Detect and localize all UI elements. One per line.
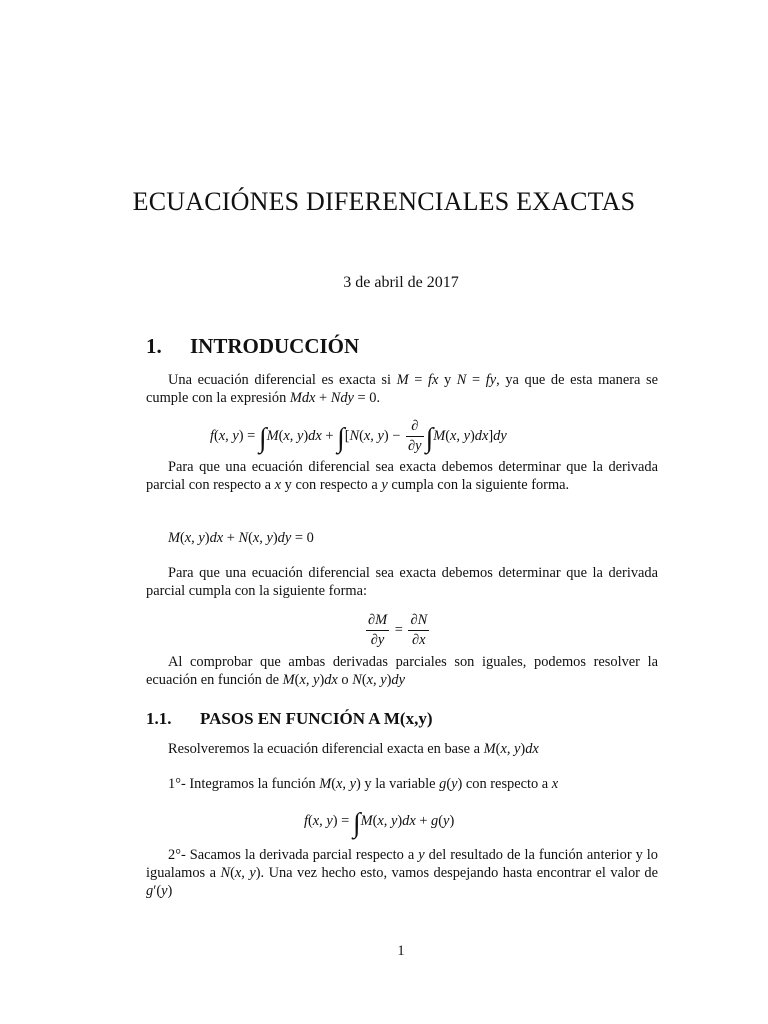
section-title: INTRODUCCIÓN — [190, 334, 360, 358]
document-date: 3 de abril de 2017 — [343, 274, 459, 291]
subsection-title: PASOS EN FUNCIÓN A M(x,y) — [200, 709, 433, 728]
equation-exactness-condition: $\frac{\partial M}{\partial y}$ = $\frac{\partial N}{\partial x}$ — [368, 612, 428, 648]
paragraph-solution-approach: Al comprobar que ambas derivadas parciales son iguales, podemos resolver la ecuación en función de M(x, y)dx o N(x, y)dy — [146, 654, 658, 688]
section-heading — [146, 333, 359, 359]
equation-step-1-integral: f(x, y) = ∫M(x, y)dx + g(y) — [304, 808, 455, 839]
section-number: 1. — [146, 334, 162, 358]
paragraph-solve-intro: Resolveremos la ecuación diferencial exacta en base a M(x, y)dx — [168, 741, 539, 757]
subsection-heading — [146, 708, 433, 730]
paragraph-step-1: 1°- Integramos la función M(x, y) y la variable g(y) con respecto a x — [168, 776, 559, 792]
paragraph-exactness-condition: Para que una ecuación diferencial sea exacta debemos determinar que la derivada parcial cumpla con la siguiente forma: — [146, 565, 658, 599]
paragraph-partial-derivative-form: Para que una ecuación diferencial sea exacta debemos determinar que la derivada parcial con respecto a x y con respecto a y cumpla con la siguiente forma. — [146, 459, 658, 493]
paragraph-exactness-definition: Una ecuación diferencial es exacta si M = fx y N = fy, ya que de esta manera se cumple con la expresión Mdx + Ndy = 0. — [146, 372, 659, 406]
document-title: ECUACIÓNES DIFERENCIALES EXACTAS — [132, 187, 636, 216]
page-number: 1 — [397, 943, 405, 959]
subsection-number: 1.1. — [146, 709, 172, 728]
equation-potential-function: f(x, y) = ∫M(x, y)dx + ∫[N(x, y) − $\frac{\partial}{\partial y}$ ∫M(x, y)dx]dy — [210, 418, 507, 454]
equation-differential-form: M(x, y)dx + N(x, y)dy = 0 — [168, 530, 314, 546]
paragraph-step-2: 2°- Sacamos la derivada parcial respecto a y del resultado de la función anterior y lo igualamos a N(x, y). Una vez hecho esto, vamos despejando hasta encontrar el valor de g′(y) — [146, 847, 659, 899]
